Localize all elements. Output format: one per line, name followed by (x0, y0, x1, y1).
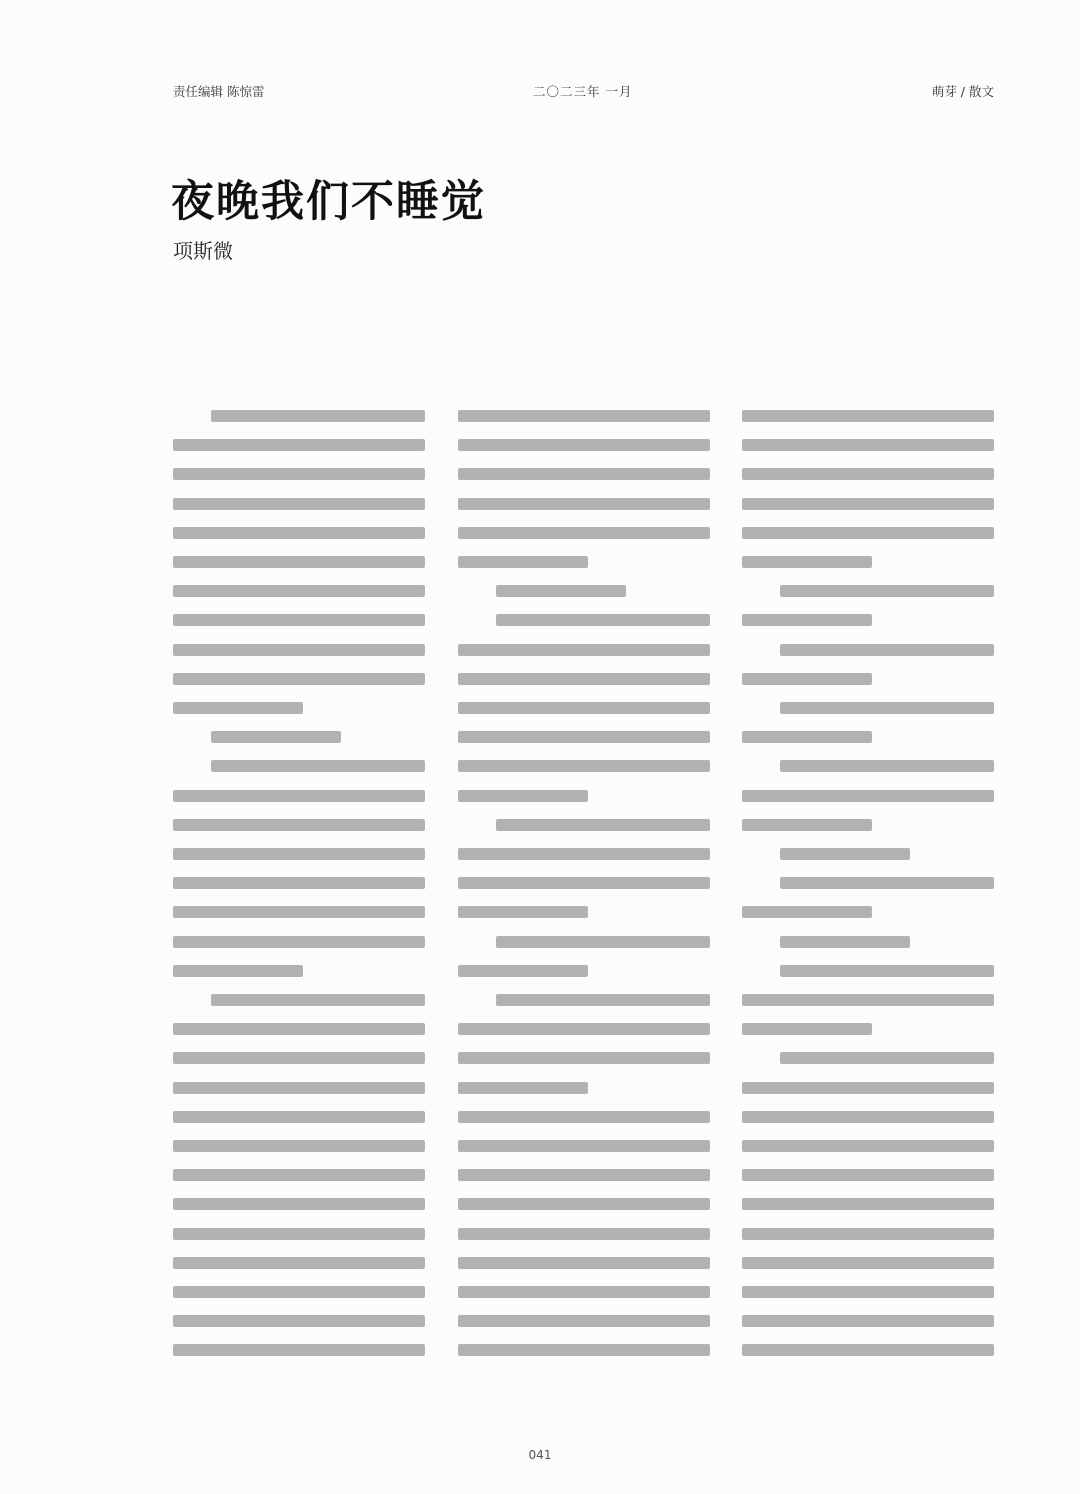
body-text-line (742, 1257, 994, 1269)
body-text-line (458, 1082, 588, 1094)
body-text-line (780, 936, 910, 948)
body-text-line (458, 1023, 710, 1035)
body-text-line (742, 410, 994, 422)
body-text-line (173, 1023, 425, 1035)
body-text-line (211, 994, 425, 1006)
body-column-3 (742, 402, 994, 1367)
body-text-line (742, 1140, 994, 1152)
body-text-line (458, 1140, 710, 1152)
body-text-line (742, 790, 994, 802)
body-text-line (458, 760, 710, 772)
body-text-line (173, 1052, 425, 1064)
body-text-line (780, 1052, 994, 1064)
body-text-line (173, 1169, 425, 1181)
body-text-line (173, 644, 425, 656)
body-text-line (173, 1140, 425, 1152)
article-title: 夜晚我们不睡觉 (171, 177, 486, 227)
body-column-1 (173, 402, 425, 1367)
body-text-line (173, 702, 303, 714)
body-text-line (173, 1344, 425, 1356)
body-text-line (458, 965, 588, 977)
body-text-line (211, 410, 425, 422)
body-text-line (458, 1286, 710, 1298)
article-author: 项斯微 (173, 239, 233, 263)
body-text-line (211, 731, 341, 743)
body-text-line (780, 702, 994, 714)
body-text-line (458, 877, 710, 889)
body-text-line (173, 906, 425, 918)
body-text-line (458, 702, 710, 714)
body-text-line (458, 1111, 710, 1123)
body-text-line (173, 936, 425, 948)
body-text-line (742, 906, 872, 918)
section-label: 萌芽 / 散文 (931, 84, 994, 99)
body-text-line (173, 1111, 425, 1123)
body-text-line (742, 1286, 994, 1298)
body-text-line (458, 1344, 710, 1356)
body-text-line (780, 760, 994, 772)
page-number: 041 (528, 1448, 552, 1462)
body-text-line (742, 994, 994, 1006)
body-text-line (173, 877, 425, 889)
body-text-line (742, 498, 994, 510)
body-text-line (496, 585, 626, 597)
body-text-line (173, 585, 425, 597)
editor-credit: 责任编辑 陈惊雷 (173, 84, 265, 99)
body-text-line (458, 790, 588, 802)
body-text-line (458, 1315, 710, 1327)
body-text-line (742, 1198, 994, 1210)
body-text-line (742, 819, 872, 831)
body-text-line (173, 1082, 425, 1094)
running-head (0, 82, 1080, 104)
body-text-line (458, 731, 710, 743)
body-text-line (458, 673, 710, 685)
body-text-line (742, 1228, 994, 1240)
body-text-line (458, 906, 588, 918)
body-text-line (742, 673, 872, 685)
body-text-line (742, 1315, 994, 1327)
body-text-line (496, 819, 710, 831)
body-text-line (173, 439, 425, 451)
body-text-line (458, 439, 710, 451)
body-text-line (742, 1111, 994, 1123)
body-text-line (458, 468, 710, 480)
body-text-line (742, 1023, 872, 1035)
body-text-line (458, 1228, 710, 1240)
body-text-line (458, 498, 710, 510)
body-text-line (211, 760, 425, 772)
body-text-line (173, 498, 425, 510)
body-text-line (173, 1315, 425, 1327)
body-text-line (458, 527, 710, 539)
body-text-line (742, 468, 994, 480)
body-text-line (173, 614, 425, 626)
body-text-line (458, 644, 710, 656)
body-text-line (780, 848, 910, 860)
body-text-line (458, 1169, 710, 1181)
body-text-line (780, 965, 994, 977)
body-text-line (173, 1228, 425, 1240)
body-text-line (742, 1082, 994, 1094)
body-column-2 (458, 402, 710, 1367)
body-text-line (742, 614, 872, 626)
body-text-line (173, 556, 425, 568)
body-text-line (780, 644, 994, 656)
body-text-line (496, 614, 710, 626)
body-text-line (496, 936, 710, 948)
body-text-line (458, 848, 710, 860)
body-text-line (173, 1257, 425, 1269)
body-text-line (458, 556, 588, 568)
body-text-line (780, 877, 994, 889)
body-text-line (173, 1286, 425, 1298)
body-text-line (496, 994, 710, 1006)
body-text-line (173, 790, 425, 802)
body-text-line (742, 1344, 994, 1356)
body-text-line (780, 585, 994, 597)
body-text-line (173, 468, 425, 480)
body-text-line (458, 410, 710, 422)
body-text-line (458, 1052, 710, 1064)
body-text-line (173, 673, 425, 685)
body-text-line (173, 527, 425, 539)
body-text-line (458, 1257, 710, 1269)
body-text-line (173, 819, 425, 831)
body-text-line (742, 527, 994, 539)
body-text-line (173, 1198, 425, 1210)
body-text-line (742, 1169, 994, 1181)
issue-date: 二〇二三年 一月 (533, 84, 633, 99)
body-text-line (742, 439, 994, 451)
body-text-line (742, 556, 872, 568)
body-text-line (458, 1198, 710, 1210)
body-text-line (742, 731, 872, 743)
body-text-line (173, 965, 303, 977)
body-text-line (173, 848, 425, 860)
